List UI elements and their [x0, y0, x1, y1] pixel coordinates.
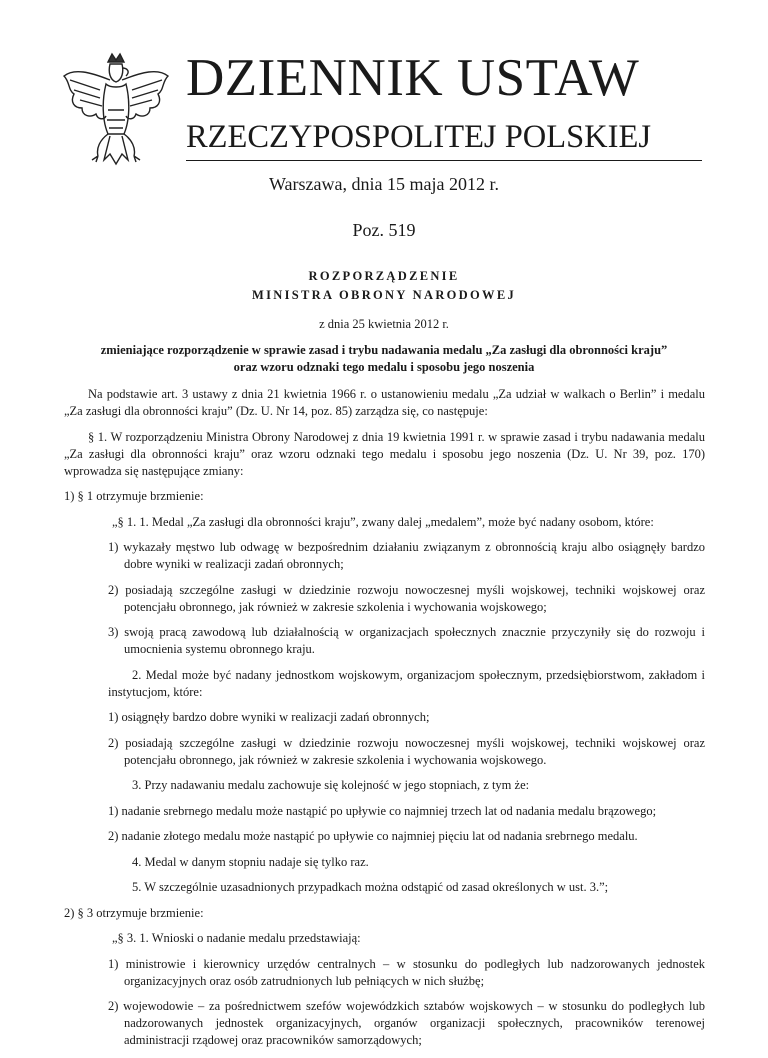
- act-issuer: MINISTRA OBRONY NARODOWEJ: [252, 288, 516, 302]
- act-date: z dnia 25 kwietnia 2012 r.: [319, 317, 449, 331]
- gazette-title: DZIENNIK USTAW: [186, 49, 640, 107]
- act-type: ROZPORZĄDZENIE: [308, 269, 460, 283]
- list-item: 2) posiadają szczególne zasługi w dziedzinie rozwoju nowoczesnej myśli wojskowej, techniki wojskowej oraz potencjału obronnego, jak również w zakresie szkolenia i wychowania wojskowego.: [108, 735, 705, 767]
- list-item: 2) wojewodowie – za pośrednictwem szefów wojewódzkich sztabów wojskowych – w stosunku do podległych lub nadzorowanych jednostek organizacyjnych, organów organizacji społecznych, pracowników terenowej administracji rządowej oraz pracowników samorządowych;: [108, 999, 705, 1047]
- section-1-clause-5: 5. W szczególnie uzasadnionych przypadkach można odstąpić od zasad określonych w ust. 3.”;: [132, 880, 609, 894]
- list-item: 2) posiadają szczególne zasługi w dziedzinie rozwoju nowoczesnej myśli wojskowej, techniki wojskowej oraz potencjału obronnego, jak również w zakresie szkolenia i wychowania wojskowego;: [108, 582, 705, 614]
- section-1-clause-3: 3. Przy nadawaniu medalu zachowuje się kolejność w jego stopniach, z tym że:: [132, 778, 530, 792]
- issue-date: Warszawa, dnia 15 maja 2012 r.: [269, 174, 499, 194]
- paragraph-1: § 1. W rozporządzeniu Ministra Obrony Narodowej z dnia 19 kwietnia 1991 r. w sprawie zasad i trybu nadawania medalu „Za zasługi dla obronności kraju” oraz wzoru odznaki tego medalu i sposobu jego noszenia (Dz. U. Nr 39, poz. 170) wprowadza się następujące zmiany:: [64, 429, 705, 478]
- list-item: 1) ministrowie i kierownicy urzędów centralnych – w stosunku do podległych lub nadzorowanych jednostek organizacyjnych oraz osób zatrudnionych lub pełniących w nich służbę;: [108, 956, 705, 988]
- list-item: 2) nadanie złotego medalu może nastąpić po upływie co najmniej pięciu lat od nadania srebrnego medalu.: [108, 829, 638, 843]
- list-item: 1) wykazały męstwo lub odwagę w bezpośrednim działaniu związanym z obronnością kraju albo osiągnęły bardzo dobre wyniki w realizacji zadań obronnych;: [108, 540, 705, 571]
- section-1-clause-2: 2. Medal może być nadany jednostkom wojskowym, organizacjom społecznym, przedsiębiorstwom, zakładom i instytucjom, które:: [108, 667, 705, 699]
- act-subject-line-1: zmieniające rozporządzenie w sprawie zasad i trybu nadawania medalu „Za zasługi dla obronności kraju”: [100, 343, 668, 357]
- amendment-item-2: 2) § 3 otrzymuje brzmienie:: [64, 905, 204, 920]
- act-subject-line-2: oraz wzoru odznaki tego medalu i sposobu jego noszenia: [233, 360, 535, 374]
- preamble: Na podstawie art. 3 ustawy z dnia 21 kwietnia 1966 r. o ustanowieniu medalu „Za udział w walkach o Berlin” i medalu „Za zasługi dla obronności kraju” (Dz. U. Nr 14, poz. 85) zarządza się, co następuje:: [64, 387, 705, 418]
- section-1-clause-4: 4. Medal w danym stopniu nadaje się tylko raz.: [132, 854, 369, 869]
- position-number: Poz. 519: [352, 220, 416, 240]
- section-1-clause-2-wrap: [64, 667, 705, 701]
- list-item: 1) osiągnęły bardzo dobre wyniki w realizacji zadań obronnych;: [108, 710, 430, 724]
- section-3-clause-1: „§ 3. 1. Wnioski o nadanie medalu przedstawiają:: [112, 931, 361, 945]
- section-1-clause-1: „§ 1. 1. Medal „Za zasługi dla obronności kraju”, zwany dalej „medalem”, może być nadany osobom, które:: [112, 514, 654, 529]
- document-body: [64, 386, 705, 1058]
- amendment-item-1: 1) § 1 otrzymuje brzmienie:: [64, 489, 204, 503]
- masthead-divider: [186, 160, 702, 161]
- list-item: 3) swoją pracą zawodową lub działalnością w organizacjach społecznych znacznie przyczyniły się do rozwoju i umocnienia systemu obronnego kraju.: [108, 625, 705, 656]
- list-item: 1) nadanie srebrnego medalu może nastąpić po upływie co najmniej trzech lat od nadania medalu brązowego;: [108, 803, 657, 818]
- gazette-subtitle: RZECZYPOSPOLITEJ POLSKIEJ: [186, 119, 651, 155]
- polish-eagle-emblem-icon: [60, 50, 172, 168]
